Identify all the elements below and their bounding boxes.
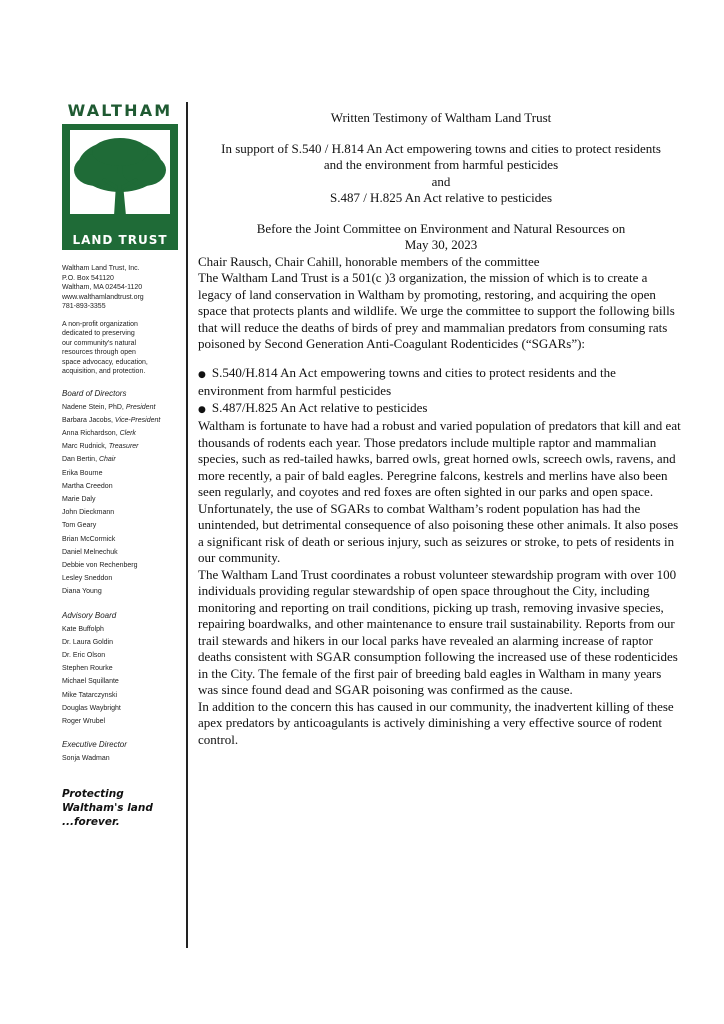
hearing-date: May 30, 2023 (404, 237, 478, 252)
mission-line: our community's natural (62, 339, 137, 347)
mission-line: acquisition, and protection. (62, 368, 146, 375)
bullet-icon: ● (198, 404, 206, 415)
logo-subtitle: LAND TRUST (62, 230, 178, 250)
board-list (62, 401, 180, 599)
board-member: Brian McCormick (62, 535, 116, 543)
website-link[interactable]: www.walthamlandtrust.org (62, 293, 144, 301)
logo-wordmark: WALTHAM (67, 101, 173, 120)
member-role: Treasurer (108, 443, 139, 451)
support-heading (198, 141, 684, 207)
exec-title: Executive Director (62, 740, 127, 750)
board-member (62, 401, 180, 414)
mission-statement (62, 320, 180, 377)
hearing-heading (198, 221, 684, 254)
member-role: President (125, 403, 156, 411)
paragraph-intro: The Waltham Land Trust is a 501(c )3 organization, the mission of which is to create a legacy of land conservation in Waltham by promoting, restoring, and acquiring the open space that protects plants and wildlife. We urge the committee to support the following bills that will reduce the deaths of birds of prey and mammalian predators from consuming rats poisoned by Second Generation Anti-Coagulant Rodenticides (“SGARs”): (198, 270, 675, 351)
board-member: Tom Geary (62, 522, 97, 530)
bullet-icon: ● (198, 369, 206, 380)
board-member: Martha Creedon (62, 482, 113, 490)
bill-item (198, 400, 684, 419)
board-member (62, 440, 180, 453)
board-member: Diana Young (62, 588, 102, 596)
advisory-member: Douglas Waybright (62, 704, 121, 712)
mission-line: A non-profit organization (62, 320, 138, 328)
address-block (62, 264, 180, 312)
advisory-member: Stephen Rourke (62, 665, 113, 673)
tagline (62, 787, 180, 829)
bill-text: S.487/H.825 An Act relative to pesticides (211, 399, 428, 415)
paragraph-predators: Waltham is fortunate to have had a robust and varied population of predators that kill and eat thousands of rodents each year. Those predators include multiple raptor and mammalian species, such as red-tailed hawks, barred owls, great horned owls, screech owls, ravens, and more recently, a pair of bald eagles. Peregrine falcons, kestrels and merlins have also been seen regularly, and coyotes and red foxes are often sighted in our parks and open space. Unfortunately, the use of SGARs to combat Waltham’s rodent population has had the unintended, but detrimental consequence of also poisoning these other animals. It also poses a significant risk of death or serious injury, such as seizures or stroke, to pets of residents in our community. (198, 418, 681, 565)
support-line: and the environment from harmful pesticides (323, 157, 559, 172)
advisory-member: Michael Squillante (62, 678, 119, 686)
board-member (62, 414, 180, 427)
member-name: Nadene Stein, PhD, (62, 403, 126, 411)
sidebar (62, 102, 180, 829)
advisory-member: Dr. Laura Goldin (62, 638, 113, 646)
member-name: Marc Rudnick, (62, 443, 109, 451)
board-member: Lesley Sneddon (62, 575, 113, 583)
po-box: P.O. Box 541120 (62, 274, 114, 282)
support-line: S.487 / H.825 An Act relative to pesticides (329, 190, 553, 205)
board-member: Marie Daly (62, 495, 96, 503)
tagline-line: ...forever. (62, 816, 120, 829)
board-title: Board of Directors (62, 388, 127, 398)
phone-number: 781-893-3355 (62, 303, 106, 310)
member-name: Dan Bertin, (62, 456, 99, 464)
bill-list (198, 365, 684, 419)
member-role: Clerk (119, 429, 136, 437)
member-name: Barbara Jacobs, (62, 416, 115, 424)
advisory-member: Dr. Eric Olson (62, 651, 106, 659)
advisory-list (62, 623, 180, 729)
document-title: Written Testimony of Waltham Land Trust (330, 110, 552, 125)
vertical-divider (186, 102, 188, 948)
board-member: John Dieckmann (62, 509, 115, 517)
bill-text: S.540/H.814 An Act empowering towns and cities to protect residents and the environment from harmful pesticides (198, 364, 616, 398)
support-and: and (431, 173, 451, 189)
paragraph-conclusion: In addition to the concern this has caused in our community, the inadvertent killing of these apex predators by anticoagulants is actively diminishing a very effective source of rodent control. (198, 698, 674, 747)
support-line: In support of S.540 / H.814 An Act empowering towns and cities to protect residents (221, 140, 661, 156)
tagline-line: Waltham's land (62, 802, 153, 815)
member-role: Chair (98, 456, 116, 464)
tagline-line: Protecting (62, 788, 124, 801)
salutation: Chair Rausch, Chair Cahill, honorable members of the committee (198, 253, 540, 269)
advisory-member: Roger Wrubel (62, 717, 106, 725)
paragraph-stewardship: The Waltham Land Trust coordinates a robust volunteer stewardship program with over 100 individuals providing regular stewardship of open space throughout the City, including monitoring and reporting on trail conditions, picking up trash, removing invasive species, repairing boardwalks, and other maintenance to ensure trail sustainability. Reports from our trail stewards and hikers in our local parks have revealed an alarming increase of raptor deaths consistent with SGAR consumption following the increased use of these rodenticides in the City. The female of the first pair of breeding bald eagles in Waltham in many years was since found dead and SGAR poisoning was confirmed as the cause. (198, 566, 678, 697)
board-member (62, 453, 180, 466)
member-role: Vice-President (114, 416, 161, 424)
testimony-body (198, 110, 684, 748)
bill-item (198, 365, 684, 400)
board-member: Daniel Melnechuk (62, 548, 118, 556)
member-name: Anna Richardson, (62, 429, 120, 437)
org-name: Waltham Land Trust, Inc. (62, 265, 140, 272)
board-member: Debbie von Rechenberg (62, 561, 138, 569)
advisory-member: Kate Buffolph (62, 625, 104, 633)
hearing-line: Before the Joint Committee on Environment and Natural Resources on (256, 220, 626, 236)
board-member: Erika Bourne (62, 469, 103, 477)
board-member (62, 427, 180, 440)
exec-name: Sonja Wadman (62, 755, 110, 763)
advisory-title: Advisory Board (62, 610, 117, 620)
advisory-member: Mike Tatarczynski (62, 691, 118, 699)
mission-line: resources through open (62, 349, 136, 356)
mission-line: space advocacy, education, (62, 358, 148, 366)
mission-line: dedicated to preserving (62, 330, 135, 337)
city-line: Waltham, MA 02454-1120 (62, 284, 143, 291)
tree-logo-icon (62, 124, 178, 230)
